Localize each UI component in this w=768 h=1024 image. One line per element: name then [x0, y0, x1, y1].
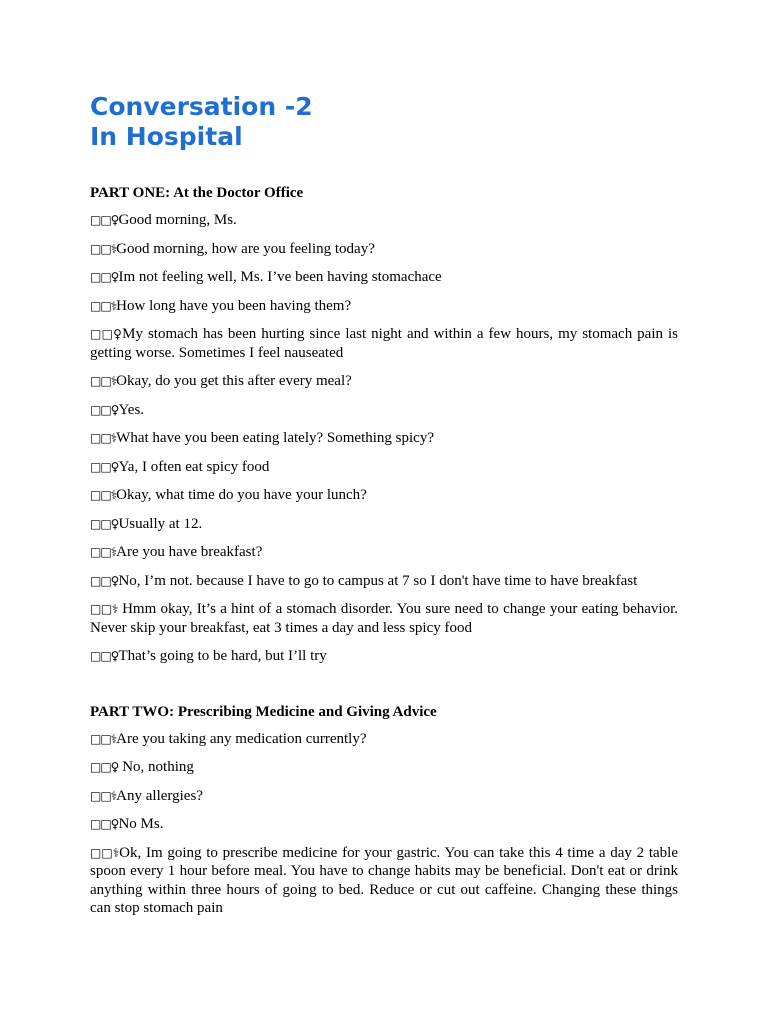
dialogue-text: Good morning, Ms.: [118, 212, 237, 228]
dialogue-text: Okay, what time do you have your lunch?: [116, 487, 367, 503]
dialogue-text: Hmm okay, It’s a hint of a stomach disorder. You sure need to change your eating behavior. Never skip your breakfast, eat 3 times a day and less spicy food: [90, 601, 678, 636]
speaker-icon: □□⚕: [90, 298, 117, 313]
dialogue-text: Ok, Im going to prescribe medicine for your gastric. You can take this 4 time a day 2 table spoon every 1 hour before meal. You have to change habits may be beneficial. Don't eat or drink anything within three hours of going to bed. Reduce or cut out caffeine. Changing these things can stop stomach pain: [90, 844, 678, 916]
dialogue-line: [90, 211, 678, 230]
section-heading-part-two: PART TWO: Prescribing Medicine and Giving Advice: [90, 703, 437, 720]
dialogue-line: [90, 515, 678, 534]
speaker-icon: □□⚕: [90, 845, 120, 860]
dialogue-text: Yes.: [118, 401, 145, 418]
speaker-icon: □□♀: [90, 402, 119, 417]
dialogue-text: Are you have breakfast?: [116, 544, 263, 560]
dialogue-text: My stomach has been hurting since last night and within a few hours, my stomach pain is getting worse. Sometimes I feel nauseated: [90, 326, 678, 361]
dialogue-line: [90, 240, 678, 259]
speaker-icon: □□♀: [90, 760, 119, 774]
dialogue-line: [90, 758, 678, 777]
speaker-icon: □□♀: [90, 817, 119, 831]
speaker-icon: □□⚕: [90, 374, 117, 388]
speaker-icon: □□♀: [90, 270, 119, 284]
dialogue-line: [90, 486, 678, 505]
dialogue-line: [90, 458, 678, 477]
dialogue-text: No, I’m not. because I have to go to campus at 7 so I don't have time to have breakfast: [118, 572, 638, 589]
speaker-icon: □□⚕: [90, 602, 118, 616]
dialogue-text: What have you been eating lately? Something spicy?: [116, 430, 434, 446]
document-page: [90, 92, 678, 928]
dialogue-line: [90, 815, 678, 834]
title-line-2: In Hospital: [90, 122, 243, 151]
speaker-icon: □□♀: [90, 516, 119, 531]
speaker-icon: □□⚕: [90, 431, 117, 445]
dialogue-text: Usually at 12.: [118, 515, 203, 532]
section-heading-part-one: PART ONE: At the Doctor Office: [90, 185, 304, 201]
dialogue-text: Okay, do you get this after every meal?: [116, 373, 352, 389]
dialogue-line: [90, 730, 678, 749]
dialogue-line: [90, 787, 678, 806]
speaker-icon: □□⚕: [90, 545, 117, 559]
dialogue-line: [90, 325, 678, 362]
speaker-icon: □□⚕: [90, 241, 117, 256]
dialogue-text: No, nothing: [118, 759, 194, 775]
dialogue-text: That’s going to be hard, but I’ll try: [118, 648, 327, 664]
dialogue-text: Im not feeling well, Ms. I’ve been having stomachace: [118, 269, 442, 285]
speaker-icon: □□⚕: [90, 788, 117, 803]
speaker-icon: □□♀: [90, 649, 119, 663]
dialogue-text: Are you taking any medication currently?: [116, 730, 367, 747]
speaker-icon: □□♀: [90, 459, 119, 474]
section-lines-part-one: [90, 211, 678, 666]
dialogue-text: No Ms.: [118, 816, 164, 832]
dialogue-line: [90, 297, 678, 316]
document-title: [90, 92, 678, 152]
dialogue-line: [90, 268, 678, 287]
dialogue-line: [90, 647, 678, 666]
dialogue-line: [90, 401, 678, 420]
dialogue-line: [90, 844, 678, 918]
dialogue-text: Any allergies?: [116, 787, 203, 804]
dialogue-line: [90, 600, 678, 637]
speaker-icon: □□♀: [90, 573, 119, 588]
dialogue-text: How long have you been having them?: [116, 297, 352, 314]
speaker-icon: □□⚕: [90, 731, 117, 746]
dialogue-line: [90, 429, 678, 448]
speaker-icon: □□♀: [90, 327, 123, 341]
speaker-icon: □□⚕: [90, 488, 117, 502]
dialogue-line: [90, 572, 678, 591]
title-line-1: Conversation -2: [90, 92, 313, 121]
dialogue-line: [90, 372, 678, 391]
dialogue-text: Ya, I often eat spicy food: [118, 458, 270, 475]
section-lines-part-two: [90, 730, 678, 918]
dialogue-text: Good morning, how are you feeling today?: [116, 240, 375, 257]
speaker-icon: □□♀: [90, 213, 119, 227]
dialogue-line: [90, 543, 678, 562]
